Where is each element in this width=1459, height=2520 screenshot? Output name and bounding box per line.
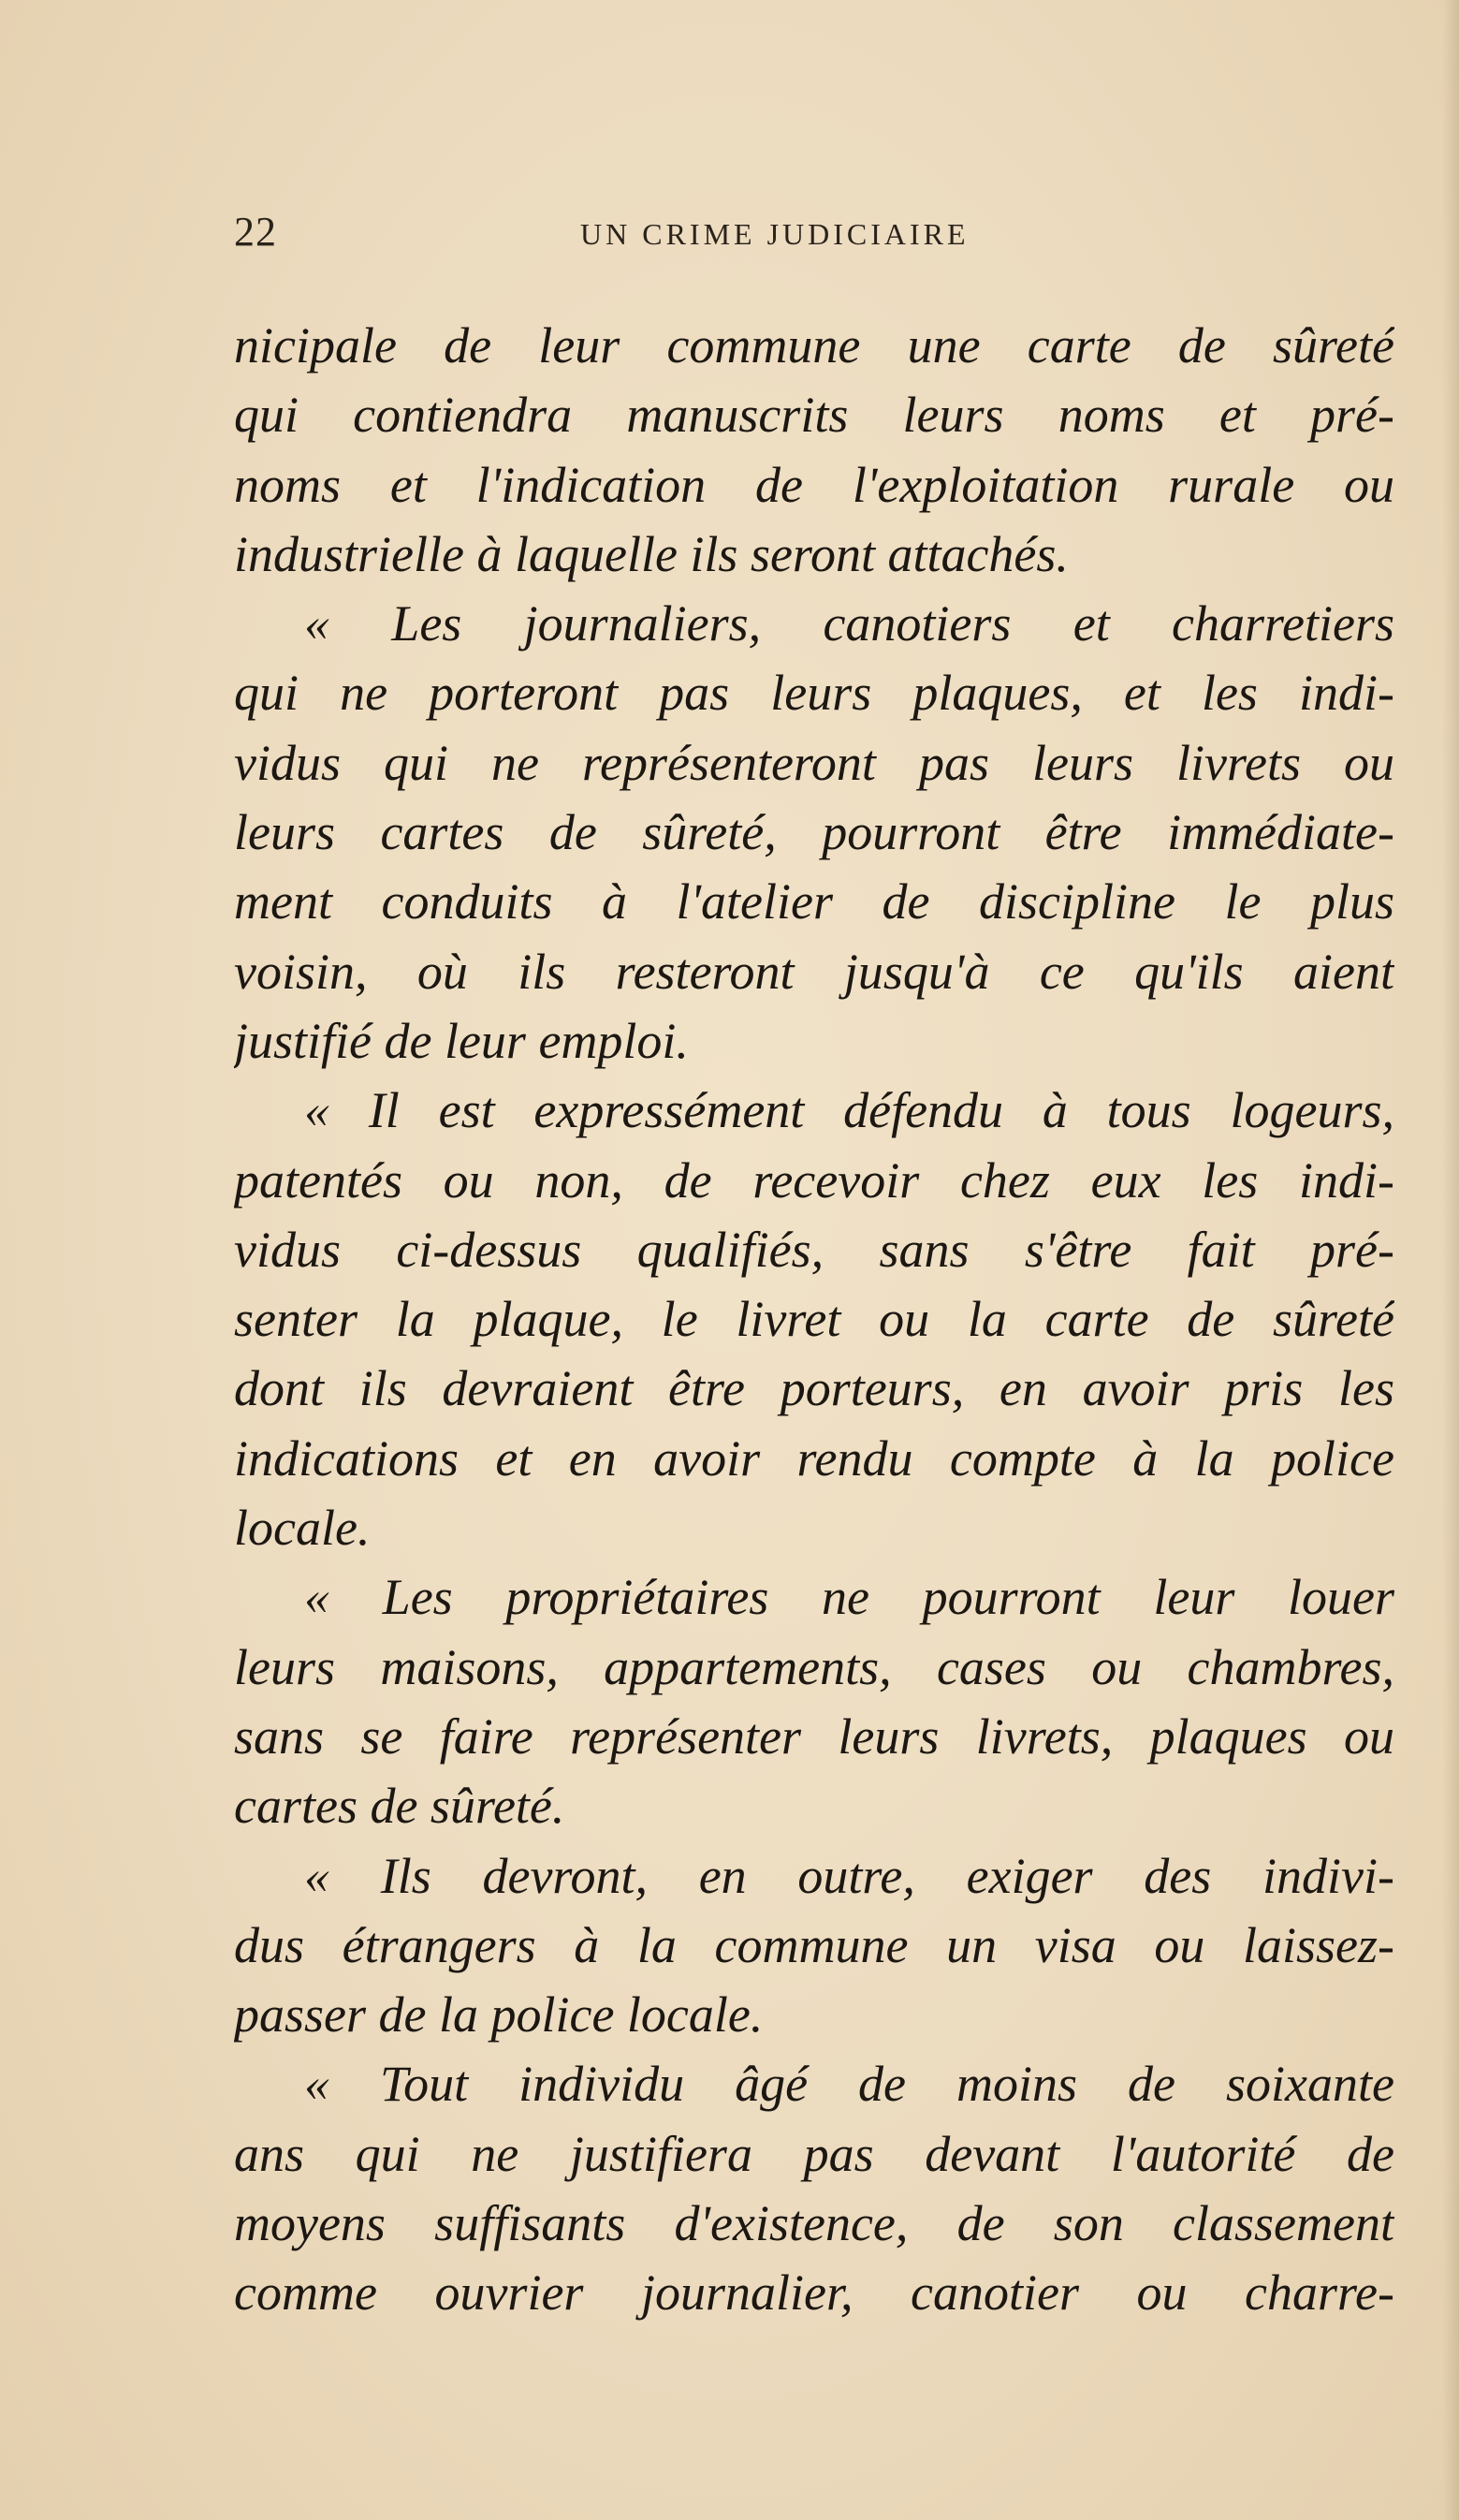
text-line: locale. <box>234 1500 371 1557</box>
text-line: « Tout individu âgé de moins de soixante <box>304 2056 1394 2113</box>
text-line: « Les journaliers, canotiers et charretiers <box>304 595 1394 652</box>
text-line: comme ouvrier journalier, canotier ou charre- <box>234 2264 1394 2322</box>
text-line: leurs cartes de sûreté, pourront être immédiate- <box>234 804 1394 861</box>
page-header <box>234 208 1394 264</box>
text-line: sans se faire représenter leurs livrets, plaques ou <box>234 1707 1394 1765</box>
text-line: senter la plaque, le livret ou la carte de sûreté <box>234 1291 1394 1348</box>
page-edge-shadow <box>1442 0 1459 2520</box>
text-line: « Ils devront, en outre, exiger des indivi- <box>304 1847 1394 1904</box>
text-line: dont ils devraient être porteurs, en avoir pris les <box>234 1360 1394 1417</box>
text-line: qui ne porteront pas leurs plaques, et les indi- <box>234 665 1394 722</box>
text-line: « Les propriétaires ne pourront leur louer <box>304 1569 1394 1626</box>
text-line: voisin, où ils resteront jusqu'à ce qu'ils aient <box>234 943 1394 1000</box>
text-line: moyens suffisants d'existence, de son classement <box>234 2195 1394 2252</box>
text-line: ment conduits à l'atelier de discipline le plus <box>234 873 1394 930</box>
text-line: nicipale de leur commune une carte de sûreté <box>234 317 1394 374</box>
text-line: vidus ci-dessus qualifiés, sans s'être fait pré- <box>234 1221 1394 1278</box>
text-line: noms et l'indication de l'exploitation rurale ou <box>234 456 1394 513</box>
body-text <box>234 311 1394 2328</box>
text-line: vidus qui ne représenteront pas leurs livrets ou <box>234 734 1394 791</box>
text-line: cartes de sûreté. <box>234 1778 565 1835</box>
text-line: dus étrangers à la commune un visa ou laissez- <box>234 1916 1394 1973</box>
text-line: ans qui ne justifiera pas devant l'autorité de <box>234 2125 1394 2182</box>
text-line: « Il est expressément défendu à tous logeurs, <box>304 1082 1394 1139</box>
running-title: UN CRIME JUDICIAIRE <box>580 217 970 251</box>
text-line: justifié de leur emploi. <box>234 1012 689 1069</box>
text-line: indications et en avoir rendu compte à la police <box>234 1429 1394 1487</box>
page-number: 22 <box>234 209 277 255</box>
text-line: patentés ou non, de recevoir chez eux les indi- <box>234 1151 1394 1209</box>
text-line: industrielle à laquelle ils seront attachés. <box>234 525 1069 582</box>
text-line: qui contiendra manuscrits leurs noms et pré- <box>234 387 1394 444</box>
text-line: passer de la police locale. <box>234 1986 764 2044</box>
text-line: leurs maisons, appartements, cases ou chambres, <box>234 1638 1394 1695</box>
